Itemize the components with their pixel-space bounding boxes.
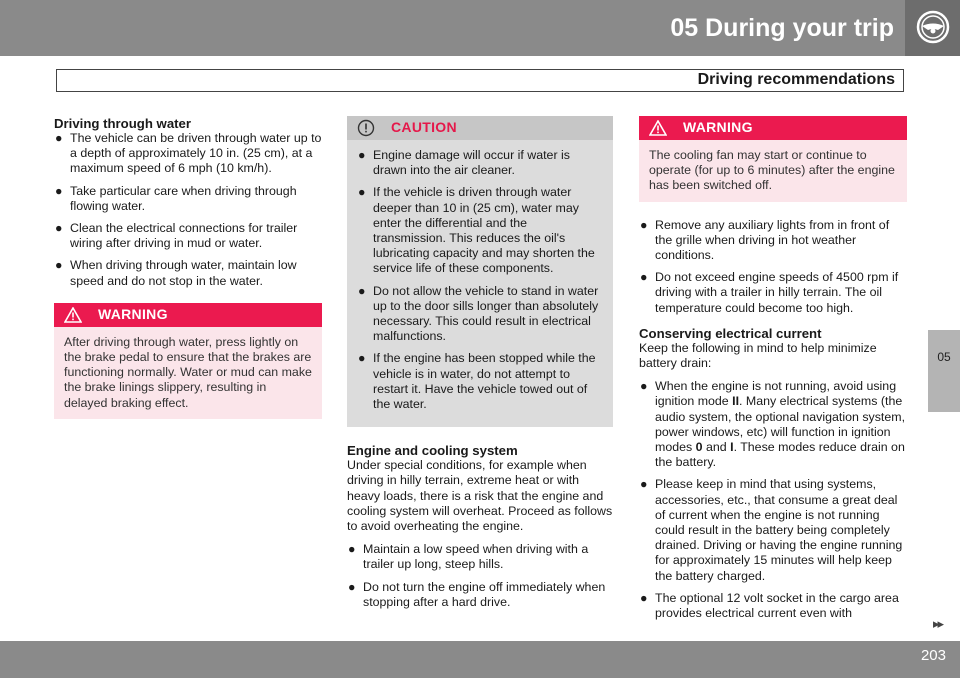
- warning-text: After driving through water, press lightly on the brake pedal to ensure that the brakes are functioning normally. Water or mud can make the brake linings slippery, resulting in delayed braking effect.: [64, 334, 312, 410]
- bullet-icon: ●: [55, 221, 63, 236]
- caution-panel: [347, 116, 613, 427]
- warning-label: WARNING: [98, 306, 168, 323]
- engine-intro: Under special conditions, for example when driving in hilly terrain, extreme heat or with heavy loads, there is a risk that the engine and cooling system will overheat. Proceed as follows to avoid overheating the engine.: [347, 458, 613, 534]
- column-3: [639, 116, 907, 628]
- warning-header: [639, 116, 907, 140]
- trailer-bullet-list: [639, 218, 907, 316]
- list-item: ● Do not allow the vehicle to stand in water up to the door sills longer than absolutely necessary. This could result in electrical malfunctions.: [358, 283, 599, 344]
- column-2: [347, 116, 613, 617]
- bullet-icon: ●: [640, 379, 648, 394]
- water-bullet-list: [54, 131, 322, 289]
- warning-panel: [54, 303, 322, 419]
- bullet-icon: ●: [358, 185, 366, 200]
- battery-bullet-list: [639, 379, 907, 621]
- list-item: ● If the engine has been stopped while the vehicle is in water, do not attempt to restart it. Have the vehicle towed out of the water.: [358, 351, 596, 412]
- section-title: Driving recommendations: [697, 71, 895, 88]
- caution-label: CAUTION: [391, 119, 457, 136]
- page-number: 203: [920, 647, 946, 664]
- warning-triangle-icon: [64, 307, 82, 323]
- list-item: ● When the engine is not running, avoid using ignition mode II. Many electrical systems (the audio system, the optional navigation system, power windows, etc) will function in ignition modes 0 and I. These modes reduce drain on the battery.: [640, 379, 906, 470]
- bullet-icon: ●: [358, 351, 366, 366]
- chapter-icon-box: [905, 0, 960, 56]
- caution-bullet-list: [357, 148, 603, 412]
- section-bar: [56, 69, 904, 92]
- list-item: ● The vehicle can be driven through water up to a depth of approximately 10 in. (25 cm), at a maximum speed of 6 mph (10 km/h).: [55, 131, 322, 176]
- list-item: ● Take particular care when driving through flowing water.: [55, 183, 297, 213]
- heading-engine-cooling: Engine and cooling system: [347, 443, 518, 459]
- bullet-icon: ●: [358, 283, 366, 298]
- list-item: ● Clean the electrical connections for trailer wiring after driving in mud or water.: [55, 221, 298, 251]
- chapter-tab-label: 05: [937, 350, 951, 364]
- continued-arrow-icon: ▸▸: [932, 616, 942, 631]
- list-item: ● Please keep in mind that using systems, accessories, etc., that consume a great deal of current when the engine is not running could result in the battery being completely drained. Driving or having the engine running for approximately 15 minutes will help keep the battery charged.: [640, 477, 903, 583]
- list-item: ● The optional 12 volt socket in the cargo area provides electrical current even with: [640, 590, 899, 621]
- bullet-icon: ●: [640, 477, 648, 492]
- bullet-icon: ●: [55, 131, 63, 145]
- bullet-icon: ●: [348, 579, 356, 594]
- bullet-icon: ●: [55, 183, 63, 198]
- bullet-icon: ●: [55, 258, 63, 273]
- bullet-icon: ●: [640, 590, 648, 605]
- bullet-icon: ●: [348, 542, 356, 557]
- steering-wheel-icon: [916, 10, 950, 44]
- heading-conserving-current: Conserving electrical current: [639, 325, 822, 341]
- list-item: ● Do not turn the engine off immediately when stopping after a hard drive.: [348, 579, 606, 609]
- footer-bar: [0, 641, 960, 678]
- bullet-icon: ●: [640, 217, 648, 232]
- list-item: ● Do not exceed engine speeds of 4500 rpm if driving with a trailer in hilly terrain. The oil temperature could become too high.: [640, 270, 899, 315]
- warning-label: WARNING: [683, 119, 753, 136]
- warning-text: The cooling fan may start or continue to operate (for up to 6 minutes) after the engine has been switched off.: [649, 148, 895, 193]
- list-item: ● Engine damage will occur if water is drawn into the air cleaner.: [358, 148, 570, 178]
- chapter-tab: [928, 330, 960, 412]
- chapter-title: 05 During your trip: [670, 14, 894, 42]
- engine-bullet-list: [347, 542, 613, 610]
- bullet-icon: ●: [358, 148, 366, 162]
- conserving-intro: Keep the following in mind to help minimize battery drain:: [639, 340, 877, 371]
- warning-header: [54, 303, 322, 327]
- list-item: ● Maintain a low speed when driving with a trailer up long, steep hills.: [348, 542, 589, 572]
- list-item: ● If the vehicle is driven through water deeper than 10 in (25 cm), water may enter the differential and the transmission. This reduces the oil's lubricating capacity and may shorten the service life of these components.: [358, 185, 595, 276]
- list-item: ● Remove any auxiliary lights from in front of the grille when driving in hot weather conditions.: [640, 217, 890, 263]
- column-1: [54, 116, 322, 419]
- bullet-icon: ●: [640, 270, 648, 285]
- caution-icon: [357, 119, 375, 137]
- list-item: ● When driving through water, maintain low speed and do not stop in the water.: [55, 258, 297, 288]
- heading-driving-through-water: Driving through water: [54, 116, 192, 131]
- warning-triangle-icon: [649, 120, 667, 136]
- caution-header: [347, 116, 613, 140]
- warning-panel: [639, 116, 907, 202]
